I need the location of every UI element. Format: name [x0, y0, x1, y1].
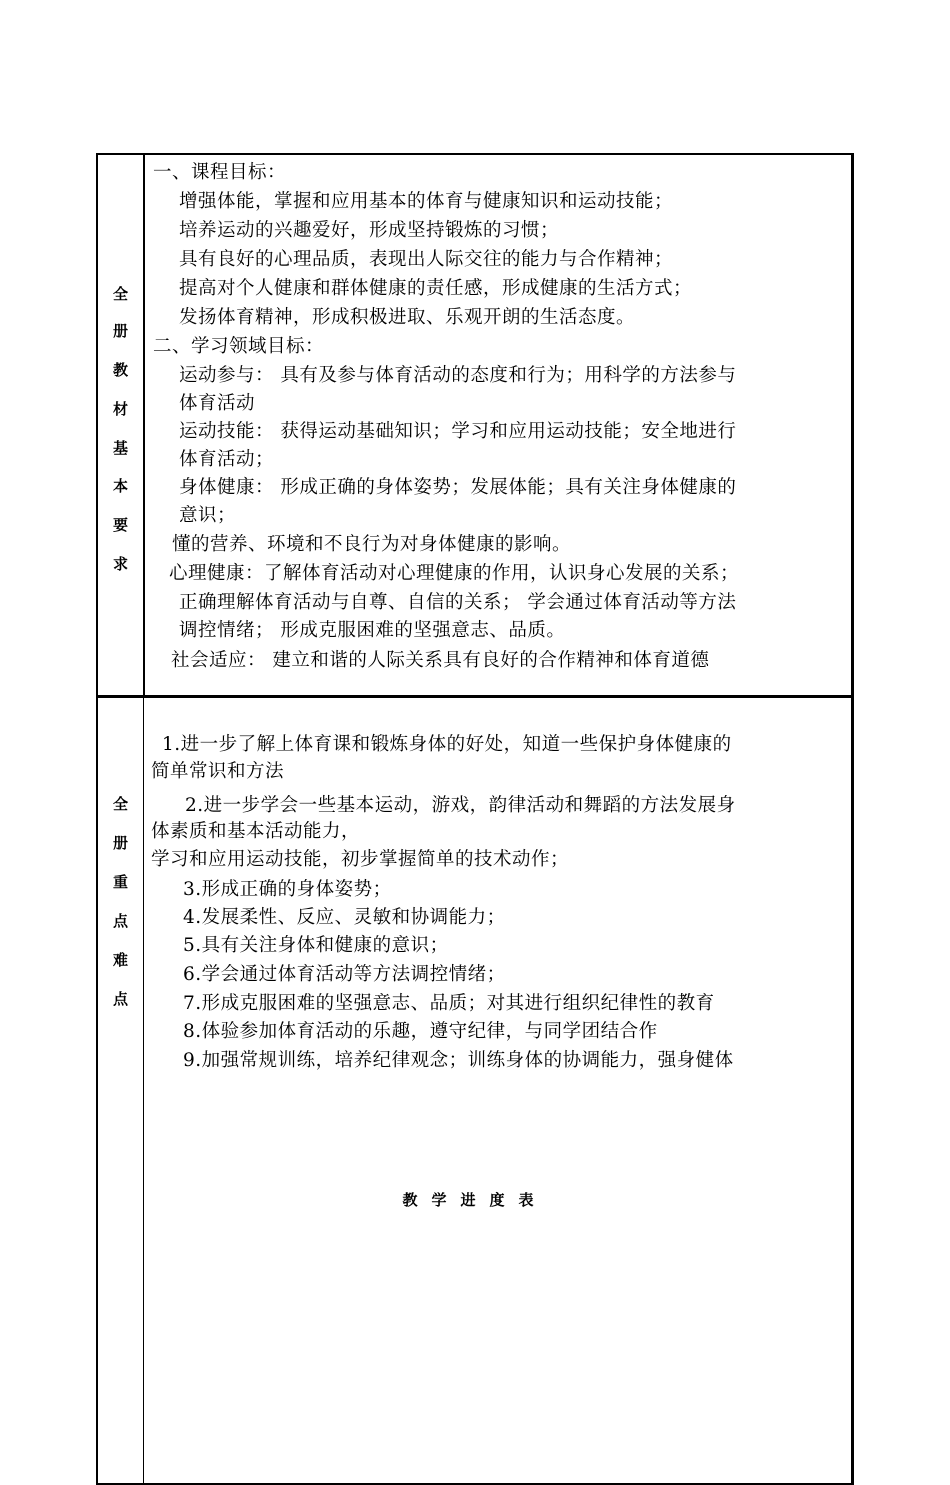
- requirements-line: 具有良好的心理品质，表现出人际交往的能力与合作精神；: [179, 249, 674, 270]
- key-points-line: 9.加强常规训练，培养纪律观念；训练身体的协调能力，强身健体: [183, 1050, 734, 1071]
- requirements-line: 心理健康：了解体育活动对心理健康的作用，认识身心发展的关系；: [169, 563, 740, 584]
- requirements-label-char: 材: [112, 400, 128, 418]
- requirements-line: 二、学习领域目标：: [153, 336, 325, 357]
- requirements-line: 一、课程目标：: [153, 162, 287, 183]
- requirements-label-char: 册: [112, 322, 128, 340]
- key-points-line: 4.发展柔性、反应、灵敏和协调能力；: [183, 907, 506, 928]
- key-points-line: 1.进一步了解上体育课和锻炼身体的好处，知道一些保护身体健康的: [162, 734, 732, 755]
- requirements-label-char: 要: [112, 516, 128, 534]
- key-points-content: [145, 697, 851, 1483]
- key-points-line: 8.体验参加体育活动的乐趣，遵守纪律，与同学团结合作: [183, 1021, 658, 1042]
- key-points-line: 简单常识和方法: [151, 761, 285, 782]
- requirements-line: 增强体能，掌握和应用基本的体育与健康知识和运动技能；: [179, 191, 674, 212]
- key-points-label-char: 重: [112, 873, 128, 891]
- requirements-label-cell: [98, 155, 145, 695]
- key-points-label-char: 点: [112, 990, 128, 1008]
- requirements-line: 调控情绪； 形成克服困难的坚强意志、品质。: [179, 620, 566, 641]
- requirements-line: 意识；: [179, 505, 237, 526]
- teaching-schedule-title: 教学进度表: [402, 1191, 548, 1209]
- requirements-label-char: 教: [112, 361, 128, 379]
- key-points-line: 学习和应用运动技能，初步掌握简单的技术动作；: [151, 849, 570, 870]
- requirements-label-char: 全: [112, 285, 128, 303]
- requirements-content: [145, 155, 851, 695]
- key-points-label-char: 册: [112, 834, 128, 852]
- key-points-label-char: 点: [112, 912, 128, 930]
- requirements-line: 体育活动；: [179, 449, 275, 470]
- requirements-line: 运动参与： 具有及参与体育活动的态度和行为；用科学的方法参与: [179, 365, 737, 386]
- requirements-label-char: 本: [112, 477, 128, 495]
- requirements-line: 运动技能： 获得运动基础知识；学习和应用运动技能；安全地进行: [179, 421, 737, 442]
- requirements-section: [96, 153, 854, 697]
- key-points-line: 7.形成克服困难的坚强意志、品质；对其进行组织纪律性的教育: [183, 993, 715, 1014]
- requirements-line: 正确理解体育活动与自尊、自信的关系； 学会通过体育活动等方法: [179, 592, 737, 613]
- key-points-label-char: 全: [112, 795, 128, 813]
- key-points-line: 6.学会通过体育活动等方法调控情绪；: [183, 964, 506, 985]
- requirements-line: 身体健康： 形成正确的身体姿势；发展体能；具有关注身体健康的: [179, 477, 737, 498]
- requirements-line: 提高对个人健康和群体健康的责任感，形成健康的生活方式；: [179, 278, 693, 299]
- key-points-label-cell: [98, 697, 144, 1483]
- requirements-line: 懂的营养、环境和不良行为对身体健康的影响。: [172, 534, 572, 555]
- requirements-line: 社会适应： 建立和谐的人际关系具有良好的合作精神和体育道德: [171, 650, 710, 671]
- requirements-label-char: 基: [112, 439, 128, 457]
- requirements-line: 发扬体育精神，形成积极进取、乐观开朗的生活态度。: [179, 307, 636, 328]
- key-points-label-char: 难: [112, 951, 128, 969]
- key-points-line: 5.具有关注身体和健康的意识；: [183, 935, 449, 956]
- key-points-section: [96, 695, 854, 1485]
- requirements-line: 培养运动的兴趣爱好，形成坚持锻炼的习惯；: [179, 220, 560, 241]
- key-points-line: 3.形成正确的身体姿势；: [183, 879, 392, 900]
- key-points-line: 2.进一步学会一些基本运动，游戏，韵律活动和舞蹈的方法发展身: [185, 795, 736, 816]
- key-points-line: 体素质和基本活动能力，: [151, 821, 361, 842]
- requirements-label-char: 求: [112, 555, 128, 573]
- requirements-line: 体育活动: [179, 393, 256, 414]
